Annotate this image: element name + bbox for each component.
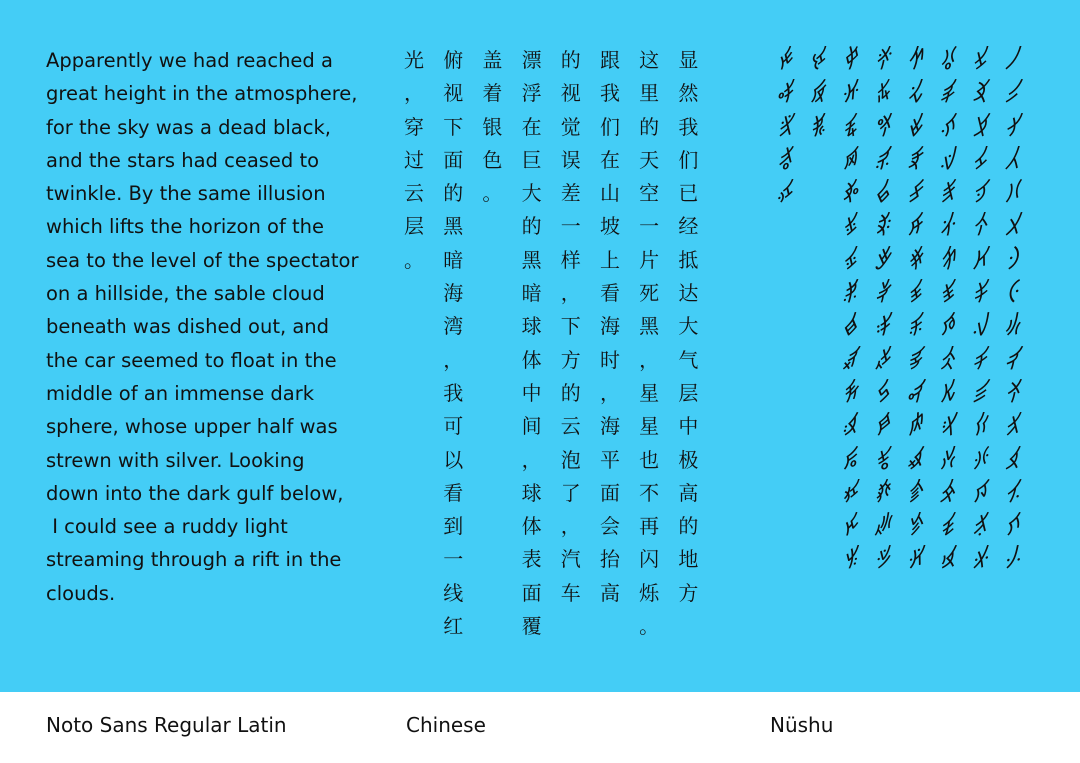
chinese-glyph: 过 [404,147,424,172]
chinese-glyph: 然 [678,81,699,106]
nushu-glyph: 𛇔 [776,81,793,106]
chinese-text-block [404,44,718,643]
chinese-glyph: 大 [678,314,699,339]
chinese-glyph: 穿 [404,114,424,139]
chinese-glyph: 海 [599,314,620,339]
nushu-glyph: 𛆛 [938,414,956,439]
chinese-glyph: 再 [639,514,660,539]
chinese-glyph: 一 [443,547,464,572]
chinese-glyph: 中 [678,414,699,439]
nushu-glyph: 𛆘 [938,314,956,339]
chinese-glyph: 闪 [639,547,660,572]
nushu-glyph: 𛅿 [1003,547,1021,572]
nushu-glyph: 𛆒 [938,114,956,139]
nushu-glyph: 𛇁 [841,81,858,106]
chinese-glyph: 死 [639,281,660,306]
nushu-glyph: 𛇍 [841,480,858,505]
chinese-glyph: 山 [599,181,620,206]
chinese-glyph: 层 [678,380,699,405]
chinese-column [404,44,443,643]
nushu-glyph: 𛆼 [873,447,891,472]
chinese-glyph: ， [639,347,660,372]
chinese-glyph: 体 [521,514,542,539]
chinese-glyph: 表 [521,547,542,572]
nushu-glyph: 𛆌 [971,447,988,472]
chinese-column [678,44,717,643]
latin-line: which lifts the horizon of the [46,215,325,239]
nushu-glyph: 𛆤 [906,181,923,206]
chinese-glyph: 盖 [482,48,503,72]
chinese-glyph: 线 [443,580,464,605]
chinese-glyph: 一 [560,214,581,239]
nushu-glyph: 𛆭 [906,480,923,505]
chinese-glyph: 高 [599,580,620,605]
chinese-glyph: 坡 [599,214,620,239]
nushu-glyph: 𛆓 [938,147,956,172]
nushu-glyph: 𛆸 [873,314,891,339]
nushu-glyph: 𛅻 [1003,414,1021,439]
chinese-glyph: 这 [639,48,660,72]
chinese-glyph: 方 [678,580,699,605]
nushu-column [1004,44,1037,577]
chinese-glyph: 体 [521,347,542,372]
nushu-glyph: 𛆁 [971,81,988,106]
chinese-glyph: 极 [678,447,699,472]
chinese-glyph: 黑 [639,314,660,339]
nushu-glyph: 𛇗 [776,181,793,206]
latin-line: for the sky was a dead black, [46,115,331,139]
nushu-glyph: 𛇋 [841,414,858,439]
chinese-glyph: 浮 [521,81,542,106]
nushu-glyph: 𛅲 [1003,114,1021,139]
chinese-glyph: 已 [678,181,699,206]
chinese-glyph: 抬 [599,547,620,572]
nushu-glyph: 𛆃 [971,147,988,172]
chinese-glyph: 银 [482,114,503,139]
nushu-glyph: 𛆨 [906,314,923,339]
chinese-glyph: 星 [639,414,660,439]
nushu-glyph: 𛇌 [841,447,858,472]
nushu-glyph: 𛆻 [873,414,891,439]
chinese-glyph: 暗 [443,247,464,272]
nushu-glyph: 𛇉 [841,347,858,372]
chinese-glyph: 面 [443,147,464,172]
chinese-column [600,44,639,643]
chinese-glyph: 红 [443,614,464,639]
latin-line: down into the dark gulf below, [46,481,344,505]
latin-line: strewn with silver. Looking [46,448,305,472]
nushu-glyph: 𛆆 [971,247,988,272]
nushu-glyph: 𛆙 [938,347,956,372]
chinese-glyph: 的 [560,380,581,405]
chinese-glyph: 漂 [521,48,542,72]
chinese-glyph: 。 [404,247,424,272]
chinese-glyph: ， [560,514,581,539]
nushu-glyph: 𛆶 [873,247,891,272]
nushu-glyph: 𛆝 [938,480,956,505]
nushu-glyph: 𛆬 [906,447,923,472]
nushu-glyph: 𛆦 [906,247,923,272]
chinese-glyph: 我 [599,81,620,106]
chinese-column [443,44,482,643]
chinese-glyph: 色 [482,147,503,172]
chinese-glyph: 们 [678,147,699,172]
chinese-glyph: 误 [560,147,581,172]
nushu-glyph: 𛆹 [873,347,891,372]
nushu-glyph: 𛆷 [873,281,891,306]
latin-line: and the stars had ceased to [46,148,320,172]
caption-bar [0,692,1080,763]
latin-line: sphere, whose upper half was [46,415,338,439]
nushu-glyph: 𛇈 [841,314,858,339]
chinese-glyph: 球 [521,314,542,339]
nushu-glyph: 𛆑 [938,81,956,106]
nushu-glyph: 𛇐 [808,48,826,72]
nushu-glyph: 𛆩 [906,347,923,372]
chinese-glyph: 的 [678,514,699,539]
chinese-glyph: 上 [599,247,620,272]
nushu-glyph: 𛆔 [938,181,956,206]
nushu-glyph: 𛆺 [873,380,891,405]
nushu-glyph: 𛇓 [776,48,793,72]
nushu-glyph: 𛆢 [906,114,923,139]
caption-latin: Noto Sans Regular Latin [46,713,287,737]
chinese-glyph: 暗 [521,281,542,306]
nushu-glyph: 𛅸 [1003,314,1021,339]
chinese-glyph: 湾 [443,314,464,339]
chinese-column [561,44,600,643]
chinese-glyph: 着 [482,81,503,106]
chinese-glyph: 汽 [560,547,581,572]
nushu-glyph: 𛆈 [971,314,988,339]
nushu-column [776,44,809,577]
nushu-glyph: 𛅷 [1003,281,1021,306]
chinese-glyph: 时 [599,347,620,372]
latin-line: beneath was dished out, and [46,315,330,339]
nushu-glyph: 𛆰 [873,48,891,72]
chinese-glyph: ， [521,447,542,472]
chinese-glyph: 了 [560,480,581,505]
nushu-glyph: 𛇎 [841,514,858,539]
nushu-glyph: 𛆍 [971,480,988,505]
chinese-glyph: 车 [560,580,581,605]
chinese-glyph: 一 [639,214,660,239]
nushu-glyph: 𛆵 [873,214,891,239]
chinese-glyph: 天 [639,147,660,172]
chinese-glyph: 云 [560,414,581,439]
nushu-glyph: 𛆀 [971,48,988,72]
latin-line: twinkle. By the same illusion [46,182,326,206]
nushu-glyph: 𛅼 [1003,447,1021,472]
nushu-column [841,44,874,577]
chinese-glyph: ， [443,347,464,372]
nushu-glyph: 𛆫 [906,414,923,439]
caption-nushu: Nüshu [770,713,834,737]
chinese-glyph: 在 [521,114,542,139]
chinese-glyph: 平 [599,447,620,472]
nushu-glyph: 𛇄 [841,181,858,206]
nushu-glyph: 𛆂 [971,114,988,139]
nushu-glyph: 𛆽 [873,480,891,505]
chinese-glyph: 间 [521,414,542,439]
chinese-glyph: 经 [678,214,699,239]
chinese-glyph: 在 [599,147,620,172]
nushu-glyph: 𛇊 [841,380,858,405]
chinese-glyph: 视 [443,81,464,106]
chinese-glyph: 巨 [521,147,542,172]
nushu-glyph: 𛆿 [873,547,891,572]
nushu-glyph: 𛆠 [906,48,923,72]
nushu-glyph: 𛆄 [971,181,988,206]
chinese-glyph: 的 [521,214,542,239]
chinese-glyph: ， [404,81,424,106]
chinese-glyph: 们 [599,114,620,139]
nushu-text-block [776,44,1036,577]
chinese-glyph: 的 [443,181,464,206]
nushu-glyph: 𛅹 [1003,347,1021,372]
nushu-glyph: 𛆣 [906,147,923,172]
nushu-glyph: 𛆳 [873,147,891,172]
nushu-glyph: 𛆖 [938,247,956,272]
chinese-glyph: 样 [560,247,581,272]
nushu-glyph: 𛆱 [873,81,891,106]
chinese-glyph: 空 [639,181,660,206]
chinese-glyph: 下 [443,114,464,139]
nushu-glyph: 𛅺 [1003,380,1021,405]
nushu-glyph: 𛆞 [938,514,956,539]
latin-line: I could see a ruddy light [46,515,288,539]
chinese-glyph: 光 [404,48,424,72]
nushu-glyph: 𛅶 [1003,247,1021,272]
chinese-glyph: 跟 [599,48,620,72]
chinese-glyph: 泡 [560,447,581,472]
nushu-glyph: 𛇇 [841,281,858,306]
nushu-glyph: 𛆥 [906,214,923,239]
chinese-glyph: 看 [599,281,620,306]
chinese-glyph: 也 [639,447,660,472]
nushu-glyph: 𛆾 [873,514,891,539]
nushu-glyph: 𛇅 [841,214,858,239]
nushu-glyph: 𛆜 [938,447,956,472]
latin-line: on a hillside, the sable cloud [46,282,325,306]
chinese-glyph: 不 [639,480,660,505]
chinese-glyph: 显 [678,48,699,72]
chinese-glyph: 片 [639,247,660,272]
nushu-glyph: 𛅾 [1003,514,1021,539]
chinese-glyph: 气 [678,347,699,372]
chinese-glyph: 下 [560,314,581,339]
latin-line: streaming through a rift in the [46,548,342,572]
nushu-glyph: 𛆐 [938,48,956,72]
chinese-glyph: 面 [599,480,620,505]
nushu-glyph: 𛆏 [971,547,988,572]
chinese-glyph: 烁 [639,580,660,605]
latin-line: clouds. [46,581,116,605]
chinese-glyph: 黑 [521,247,542,272]
nushu-glyph: 𛇒 [808,114,826,139]
chinese-glyph: 球 [521,480,542,505]
latin-line: middle of an immense dark [46,381,315,405]
nushu-glyph: 𛆋 [971,414,988,439]
nushu-column [971,44,1004,577]
nushu-glyph: 𛆚 [938,380,956,405]
chinese-glyph: ， [560,281,581,306]
chinese-glyph: 我 [443,380,464,405]
latin-line: sea to the level of the spectator [46,248,359,272]
chinese-glyph: 视 [560,81,581,106]
chinese-column [639,44,678,643]
chinese-glyph: 会 [599,514,620,539]
nushu-glyph: 𛆡 [906,81,923,106]
chinese-column [522,44,561,643]
nushu-glyph: 𛆎 [971,514,988,539]
nushu-glyph: 𛆲 [873,114,891,139]
nushu-glyph: 𛇑 [808,81,826,106]
latin-line: Apparently we had reached a [46,49,333,72]
nushu-glyph: 𛇕 [776,114,793,139]
nushu-column [874,44,907,577]
chinese-glyph: 黑 [443,214,464,239]
chinese-glyph: 到 [443,514,464,539]
nushu-glyph: 𛅱 [1003,81,1021,106]
chinese-glyph: 层 [404,214,424,239]
nushu-glyph: 𛇆 [841,247,858,272]
latin-line: great height in the atmosphere, [46,82,358,106]
nushu-glyph: 𛅰 [1003,48,1021,72]
chinese-glyph: 达 [678,281,699,306]
nushu-column [939,44,972,577]
nushu-glyph: 𛆯 [906,547,923,572]
chinese-glyph: 大 [521,181,542,206]
latin-text-block [46,44,376,610]
chinese-glyph: 面 [521,580,542,605]
caption-chinese: Chinese [406,713,486,737]
nushu-column [906,44,939,577]
nushu-glyph: 𛇂 [841,114,858,139]
chinese-glyph: 俯 [443,48,464,72]
nushu-glyph: 𛆉 [971,347,988,372]
chinese-glyph: 海 [599,414,620,439]
nushu-glyph: 𛅵 [1003,214,1021,239]
chinese-glyph: 中 [521,380,542,405]
chinese-glyph: 差 [560,181,581,206]
chinese-glyph: 星 [639,380,660,405]
nushu-glyph: 𛆗 [938,281,956,306]
chinese-glyph: 海 [443,281,464,306]
nushu-glyph: 𛆊 [971,380,988,405]
nushu-glyph: 𛆴 [873,181,891,206]
chinese-glyph: 可 [443,414,464,439]
chinese-glyph: 以 [443,447,464,472]
nushu-glyph: 𛇀 [841,48,858,72]
chinese-glyph: 地 [678,547,699,572]
chinese-glyph: 抵 [678,247,699,272]
nushu-glyph: 𛅽 [1003,480,1021,505]
chinese-glyph: 的 [639,114,660,139]
chinese-glyph: 云 [404,181,424,206]
nushu-glyph: 𛇖 [776,147,793,172]
nushu-glyph: 𛆕 [938,214,956,239]
chinese-glyph: 看 [443,480,464,505]
chinese-glyph: 。 [639,614,660,639]
nushu-column [809,44,842,577]
nushu-glyph: 𛇃 [841,147,858,172]
chinese-glyph: 里 [639,81,660,106]
chinese-glyph: 覆 [521,614,542,639]
nushu-glyph: 𛇏 [841,547,858,572]
chinese-column [482,44,521,643]
nushu-glyph: 𛅴 [1003,181,1021,206]
chinese-glyph: 觉 [560,114,581,139]
nushu-glyph: 𛆅 [971,214,988,239]
chinese-glyph: 的 [560,48,581,72]
latin-line: the car seemed to float in the [46,348,337,372]
nushu-glyph: 𛆧 [906,281,923,306]
chinese-glyph: 我 [678,114,699,139]
nushu-glyph: 𛅳 [1003,147,1021,172]
chinese-glyph: 高 [678,480,699,505]
chinese-glyph: ， [599,380,620,405]
chinese-glyph: 方 [560,347,581,372]
nushu-glyph: 𛆪 [906,380,923,405]
nushu-glyph: 𛆮 [906,514,923,539]
chinese-glyph: 。 [482,181,503,206]
nushu-glyph: 𛆇 [971,281,988,306]
nushu-glyph: 𛆟 [938,547,956,572]
